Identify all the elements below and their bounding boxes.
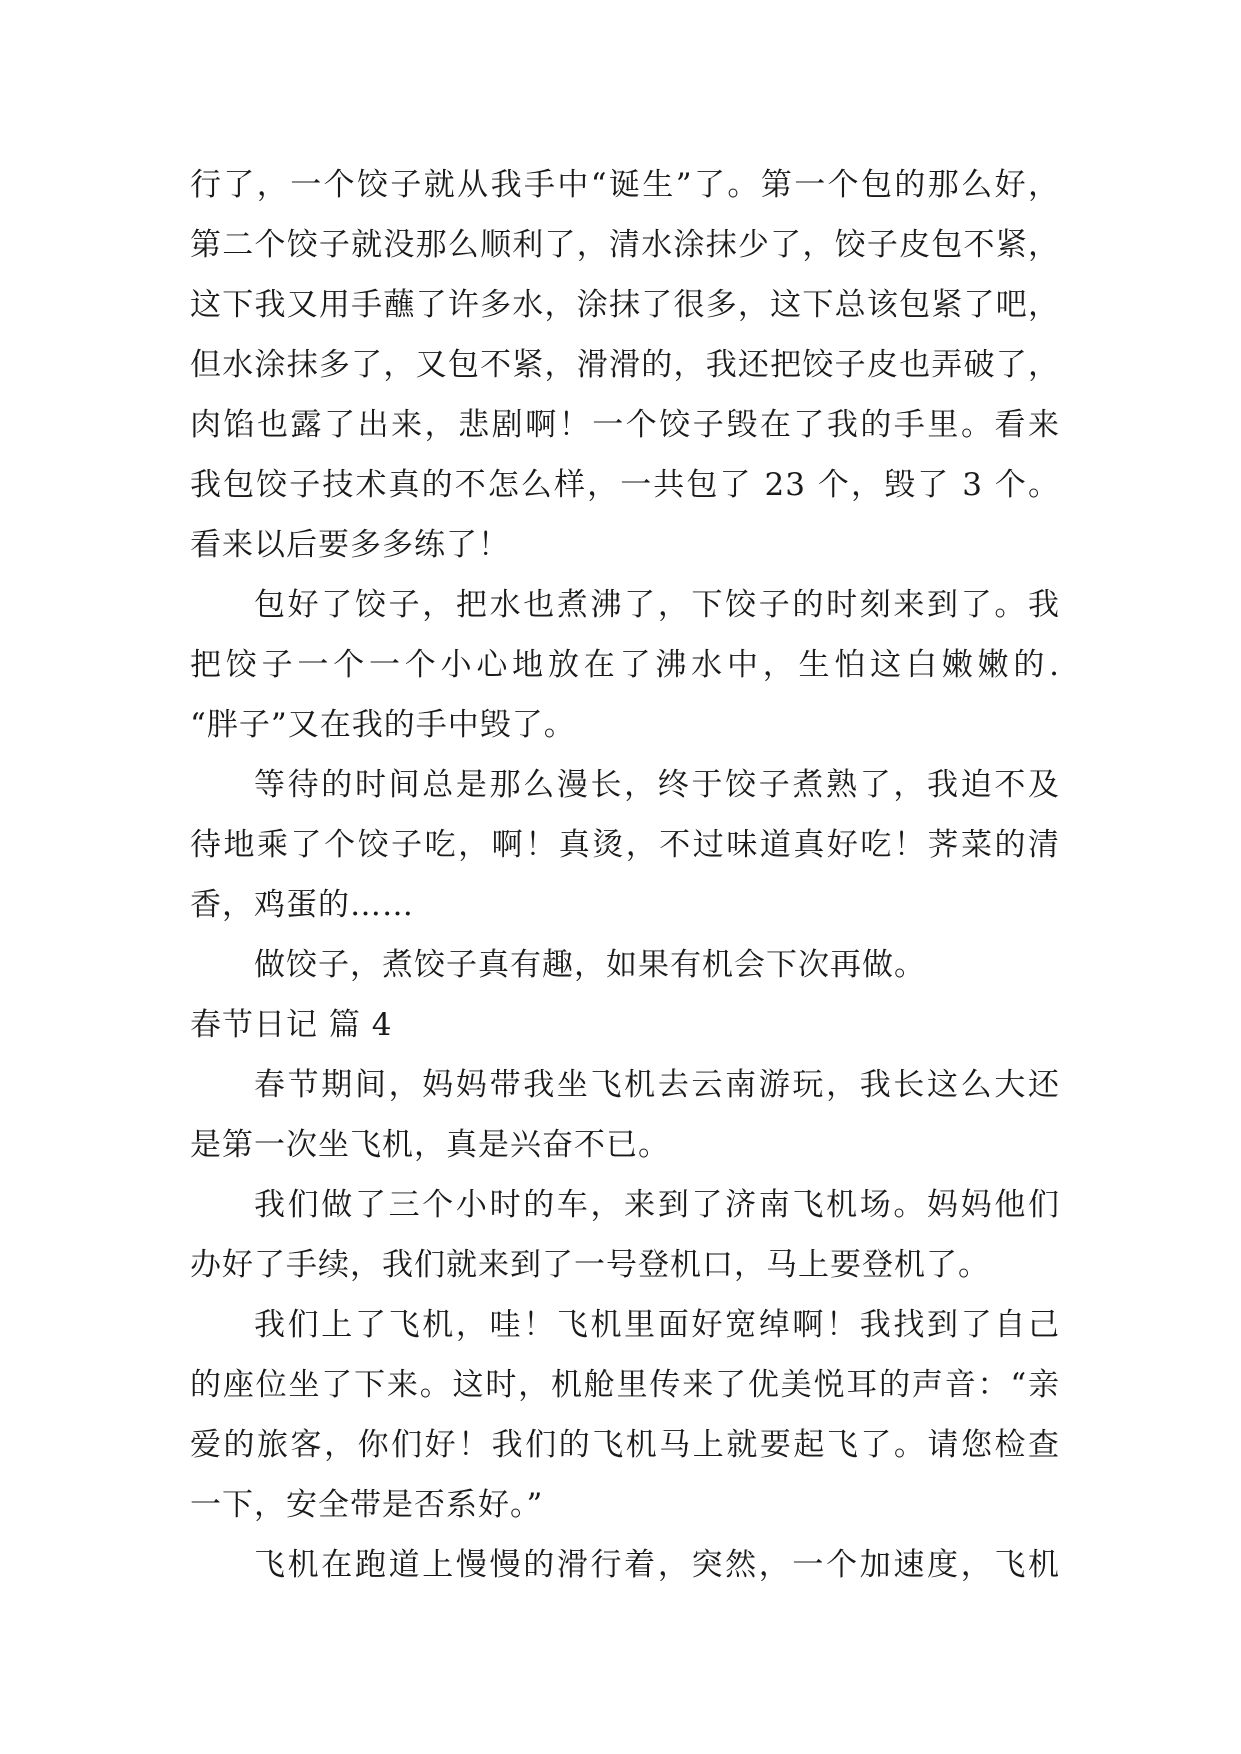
paragraph-7: [190, 1295, 1060, 1535]
section-heading: 春节日记 篇 4: [190, 1007, 393, 1043]
text-line: 做饺子，煮饺子真有趣，如果有机会下次再做。: [254, 947, 926, 983]
text-line: 待地乘了个饺子吃，啊！真烫，不过味道真好吃！荠菜的清: [190, 827, 1060, 863]
text-line: 飞机在跑道上慢慢的滑行着，突然，一个加速度，飞机: [254, 1547, 1060, 1583]
text-line: 这下我又用手蘸了许多水，涂抹了很多，这下总该包紧了吧，: [190, 287, 1060, 323]
text-line: 但水涂抹多了，又包不紧，滑滑的，我还把饺子皮也弄破了，: [190, 347, 1060, 383]
document-body: [190, 155, 1060, 1595]
text-line: 行了，一个饺子就从我手中“诞生”了。第一个包的那么好，: [190, 167, 1060, 203]
paragraph-2: [190, 575, 1060, 755]
text-line: 爱的旅客，你们好！我们的飞机马上就要起飞了。请您检查: [190, 1427, 1060, 1463]
text-line: 把饺子一个一个小心地放在了沸水中，生怕这白嫩嫩的.: [190, 647, 1060, 683]
text-line: 办好了手续，我们就来到了一号登机口，马上要登机了。: [190, 1247, 990, 1283]
text-line: 肉馅也露了出来，悲剧啊！一个饺子毁在了我的手里。看来: [190, 407, 1060, 443]
paragraph-6: [190, 1175, 1060, 1295]
text-line: 第二个饺子就没那么顺利了，清水涂抹少了，饺子皮包不紧，: [190, 227, 1060, 263]
text-line: 的座位坐了下来。这时，机舱里传来了优美悦耳的声音：“亲: [190, 1367, 1060, 1403]
text-line: 我们上了飞机，哇！飞机里面好宽绰啊！我找到了自己: [254, 1307, 1060, 1343]
text-line: 我包饺子技术真的不怎么样，一共包了 23 个，毁了 3 个。: [190, 467, 1060, 503]
text-line: 春节期间，妈妈带我坐飞机去云南游玩，我长这么大还: [254, 1067, 1060, 1103]
text-line: 一下，安全带是否系好。”: [190, 1487, 544, 1523]
paragraph-8: [190, 1535, 1060, 1595]
text-line: 包好了饺子，把水也煮沸了，下饺子的时刻来到了。我: [254, 587, 1060, 623]
paragraph-5: [190, 1055, 1060, 1175]
text-line: “胖子”又在我的手中毁了。: [190, 707, 576, 743]
text-line: 等待的时间总是那么漫长，终于饺子煮熟了，我迫不及: [254, 767, 1060, 803]
paragraph-4: [190, 935, 1060, 995]
text-line: 香，鸡蛋的……: [190, 887, 414, 923]
paragraph-1: [190, 155, 1060, 575]
text-line: 是第一次坐飞机，真是兴奋不已。: [190, 1127, 670, 1163]
paragraph-3: [190, 755, 1060, 935]
text-line: 看来以后要多多练了！: [190, 527, 510, 563]
text-line: 我们做了三个小时的车，来到了济南飞机场。妈妈他们: [254, 1187, 1060, 1223]
